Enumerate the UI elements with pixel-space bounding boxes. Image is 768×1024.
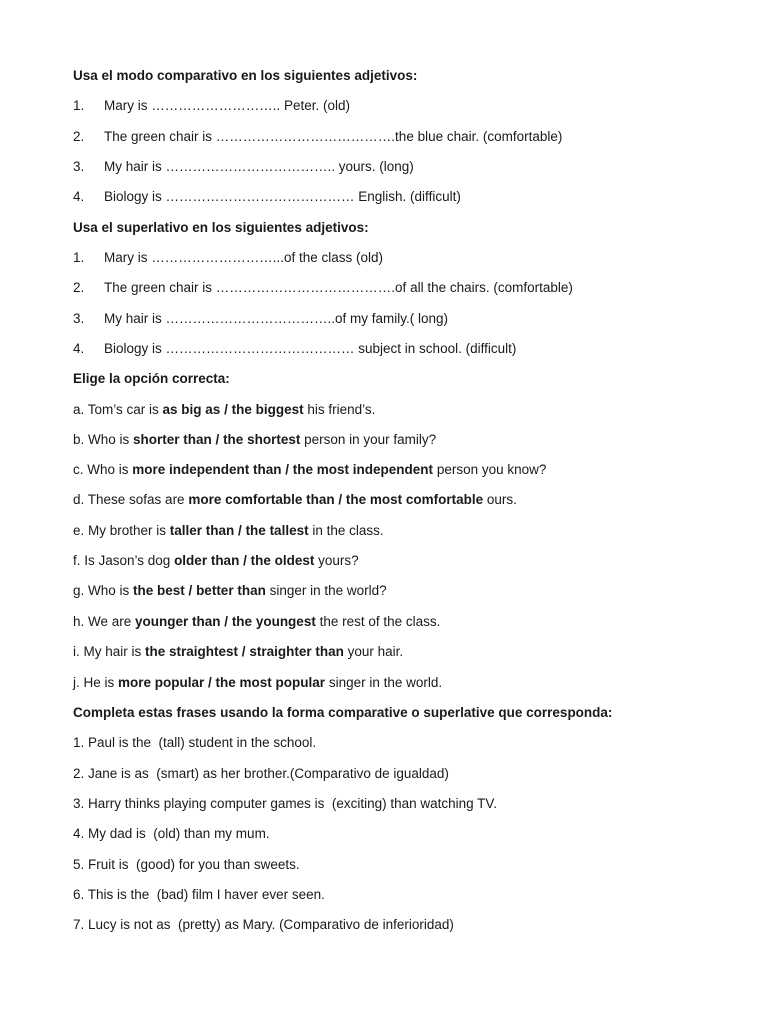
choice-option-1: the straightest [145, 644, 239, 659]
choice-prefix: g. Who is [73, 583, 134, 598]
choice-prefix: b. Who is [73, 432, 134, 447]
choice-suffix: in the class. [308, 523, 384, 538]
choice-option-2: the youngest [231, 614, 316, 629]
exercise-item: 1. Paul is the (tall) student in the school. [73, 735, 317, 750]
item-number: 3. [73, 311, 85, 326]
item-number: 4. [73, 341, 85, 356]
choice-option-1: more comfortable than [188, 492, 335, 507]
item-number: 2. [73, 129, 85, 144]
item-text: My hair is ……………………………….. yours. (long) [104, 159, 414, 174]
choice-option-2: the biggest [231, 402, 304, 417]
choice-prefix: i. My hair is [73, 644, 146, 659]
choice-option-1: the best [133, 583, 185, 598]
item-text: The green chair is ………………………………….of all the chairs. (comfortable) [104, 280, 573, 295]
choice-prefix: e. My brother is [73, 523, 170, 538]
choice-item [73, 613, 440, 631]
choice-separator: / [220, 614, 232, 629]
item-number: 3. [73, 159, 85, 174]
choice-separator: / [238, 644, 250, 659]
exercise-item: 2. Jane is as (smart) as her brother.(Comparativo de igualdad) [73, 766, 449, 781]
choice-separator: / [220, 402, 232, 417]
exercise-item: 5. Fruit is (good) for you than sweets. [73, 857, 300, 872]
choice-suffix: singer in the world. [325, 675, 443, 690]
item-number: 1. [73, 98, 85, 113]
choice-separator: / [334, 492, 346, 507]
choice-option-1: older than [174, 553, 240, 568]
choice-suffix: person you know? [433, 462, 547, 477]
choice-item [73, 461, 546, 479]
item-text: Biology is …………………………………… English. (difficult) [104, 189, 461, 204]
choice-option-2: straighter than [249, 644, 344, 659]
choice-prefix: j. He is [73, 675, 119, 690]
choice-separator: / [234, 523, 246, 538]
item-text: Biology is …………………………………… subject in school. (difficult) [104, 341, 517, 356]
section-heading-superlative: Usa el superlativo en los siguientes adjetivos: [73, 220, 369, 235]
item-text: My hair is ………………………………..of my family.( long) [104, 311, 449, 326]
choice-option-2: better than [196, 583, 266, 598]
choice-prefix: d. These sofas are [73, 492, 189, 507]
choice-option-2: the most comfortable [345, 492, 484, 507]
choice-option-1: taller than [169, 523, 235, 538]
choice-item [73, 582, 387, 600]
choice-suffix: yours? [314, 553, 359, 568]
choice-option-2: the oldest [250, 553, 315, 568]
choice-prefix: a. Tom’s car is [73, 402, 163, 417]
exercise-item: 3. Harry thinks playing computer games is (exciting) than watching TV. [73, 796, 497, 811]
choice-separator: / [239, 553, 251, 568]
choice-option-2: the tallest [245, 523, 309, 538]
exercise-item [73, 249, 383, 267]
choice-separator: / [204, 675, 216, 690]
item-text: Mary is ……………………….. Peter. (old) [104, 98, 351, 113]
section-heading-comparative: Usa el modo comparativo en los siguientes adjetivos: [73, 68, 418, 83]
item-number: 1. [73, 250, 85, 265]
item-text: The green chair is ………………………………….the blue chair. (comfortable) [104, 129, 563, 144]
exercise-item [73, 188, 461, 206]
choice-prefix: h. We are [73, 614, 136, 629]
choice-option-1: more independent than [132, 462, 282, 477]
choice-item [73, 552, 359, 570]
choice-separator: / [281, 462, 293, 477]
item-number: 2. [73, 280, 85, 295]
section-heading-complete: Completa estas frases usando la forma comparative o superlative que corresponda: [73, 705, 613, 720]
choice-prefix: c. Who is [73, 462, 133, 477]
choice-suffix: his friend’s. [303, 402, 376, 417]
choice-option-1: younger than [135, 614, 221, 629]
item-text: Mary is ………………………...of the class (old) [104, 250, 384, 265]
choice-item [73, 431, 436, 449]
exercise-item [73, 310, 448, 328]
choice-item [73, 401, 375, 419]
choice-option-1: shorter than [133, 432, 212, 447]
choice-item [73, 491, 517, 509]
section-heading-choose: Elige la opción correcta: [73, 371, 230, 386]
choice-option-2: the most popular [215, 675, 326, 690]
choice-item [73, 674, 442, 692]
exercise-item: 4. My dad is (old) than my mum. [73, 826, 270, 841]
exercise-item [73, 279, 573, 297]
choice-option-2: the most independent [292, 462, 434, 477]
item-number: 4. [73, 189, 85, 204]
choice-suffix: your hair. [343, 644, 404, 659]
exercise-item: 7. Lucy is not as (pretty) as Mary. (Comparativo de inferioridad) [73, 917, 454, 932]
choice-option-1: as big as [162, 402, 221, 417]
choice-suffix: person in your family? [300, 432, 437, 447]
choice-separator: / [211, 432, 224, 447]
exercise-item [73, 128, 562, 146]
exercise-item [73, 158, 414, 176]
exercise-item: 6. This is the (bad) film I haver ever seen. [73, 887, 325, 902]
choice-prefix: f. Is Jason’s dog [73, 553, 175, 568]
choice-suffix: the rest of the class. [315, 614, 441, 629]
choice-item [73, 522, 384, 540]
exercise-item [73, 97, 350, 115]
choice-option-2: the shortest [223, 432, 301, 447]
exercise-item [73, 340, 516, 358]
choice-option-1: more popular [118, 675, 205, 690]
choice-separator: / [184, 583, 197, 598]
choice-item [73, 643, 403, 661]
choice-suffix: ours. [483, 492, 517, 507]
choice-suffix: singer in the world? [265, 583, 387, 598]
